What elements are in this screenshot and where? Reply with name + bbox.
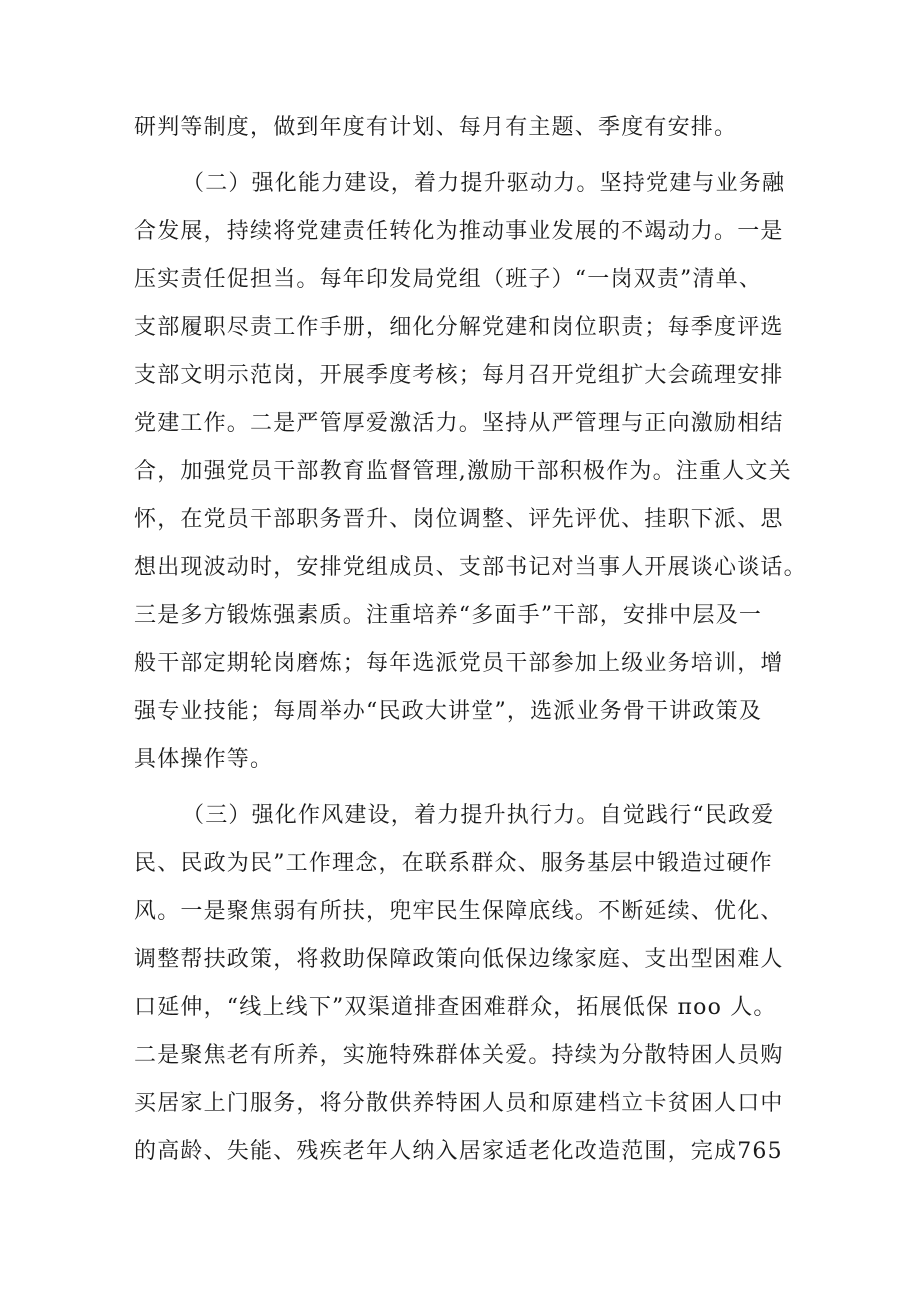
text-line: 合发展，持续将党建责任转化为推动事业发展的不竭动力。一是 xyxy=(134,219,784,244)
text-line: 风。一是聚焦弱有所扶，兜牢民生保障底线。不断延续、优化、 xyxy=(134,899,784,924)
text-line: 调整帮扶政策，将救助保障政策向低保边缘家庭、支出型困难人 xyxy=(134,947,784,972)
text-line: 三是多方锻炼强素质。注重培养“多面手”干部，安排中层及一 xyxy=(134,603,763,628)
text-line: 般干部定期轮岗磨炼；每年选派党员干部参加上级业务培训，增 xyxy=(134,651,784,676)
text-line: 合，加强党员干部教育监督管理,激励干部积极作为。注重人文关 xyxy=(134,459,792,484)
text-line: 支部履职尽责工作手册，细化分解党建和岗位职责；每季度评选 xyxy=(134,315,784,340)
text-line: 二是聚焦老有所养，实施特殊群体关爱。持续为分散特困人员购 xyxy=(134,1043,784,1068)
text-line: 支部文明示范岗，开展季度考核；每月召开党组扩大会疏理安排 xyxy=(134,363,784,388)
text-line: 党建工作。二是严管厚爱激活力。坚持从严管理与正向激励相结 xyxy=(134,411,784,436)
text-line: 具体操作等。 xyxy=(134,747,274,772)
text-line: 压实责任促担当。每年印发局党组（班子）“一岗双责”清单、 xyxy=(134,267,763,292)
text-line: 民、民政为民”工作理念，在联系群众、服务基层中锻造过硬作 xyxy=(134,851,773,876)
text-line: 买居家上门服务，将分散供养特困人员和原建档立卡贫困人口中 xyxy=(134,1091,784,1116)
text-line: 强专业技能；每周举办“民政大讲堂”，选派业务骨干讲政策及 xyxy=(134,699,763,724)
text-line: 怀，在党员干部职务晋升、岗位调整、评先评优、挂职下派、思 xyxy=(134,507,784,532)
text-line: 口延伸，“线上线下”双渠道排查困难群众，拓展低保 πoo 人。 xyxy=(134,995,777,1020)
text-line: 想出现波动时，安排党组成员、支部书记对当事人开展谈心谈话。 xyxy=(134,555,807,580)
paragraph-2-heading-line: （二）强化能力建设，着力提升驱动力。坚持党建与业务融 xyxy=(182,171,786,196)
text-line: 的高龄、失能、残疾老年人纳入居家适老化改造范围，完成765 xyxy=(134,1139,783,1164)
paragraph-3-heading-line: （三）强化作风建设，着力提升执行力。自觉践行“民政爱 xyxy=(182,803,775,828)
text-line: 研判等制度，做到年度有计划、每月有主题、季度有安排。 xyxy=(134,115,738,140)
